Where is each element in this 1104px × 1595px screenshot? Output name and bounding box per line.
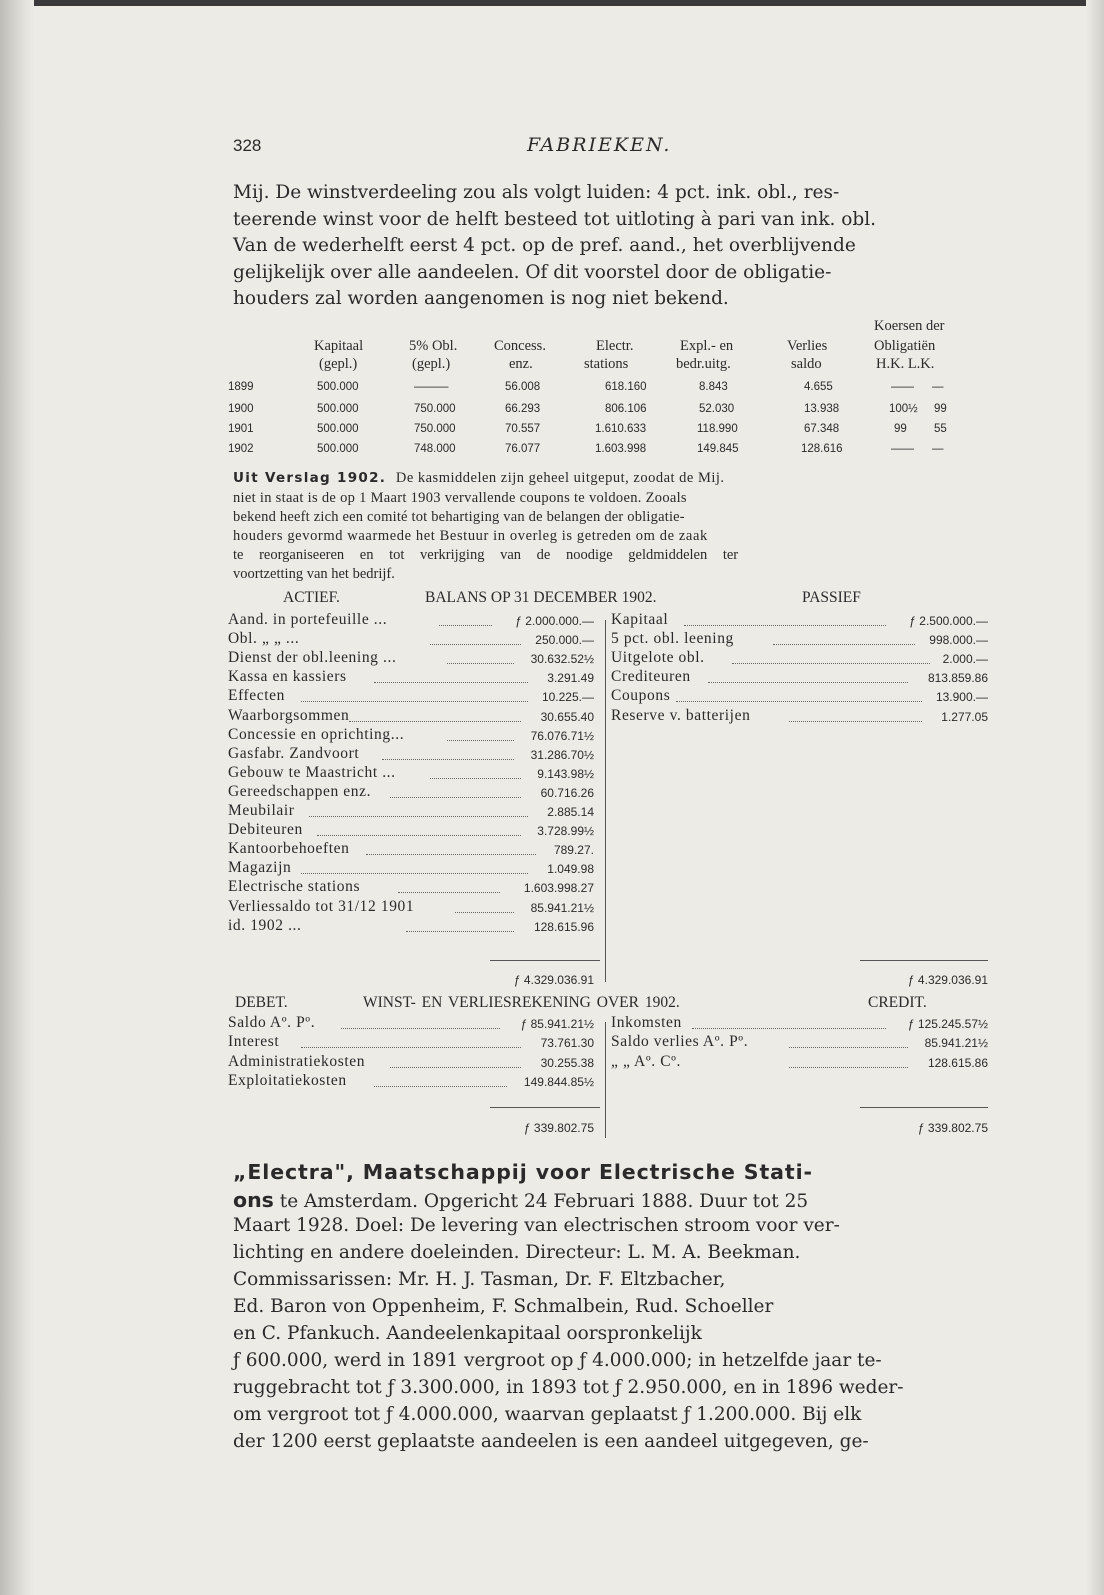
actief-label: Kassa en kassiers [228,668,347,686]
col-header: Concess. [494,338,546,354]
cell: 99 [894,423,907,435]
actief-label: Electrische stations [228,878,361,896]
col-subheader: (gepl.) [412,356,451,372]
leader-dots [398,892,500,893]
electra-line: ƒ 600.000, werd in 1891 vergroot op ƒ 4.000.000; in hetzelfde jaar te- [233,1350,882,1371]
winst-total-left: ƒ 339.802.75 [523,1121,594,1135]
credit-value: 128.615.86 [927,1055,988,1070]
actief-value: 789.27. [553,843,594,858]
row-year: 1901 [228,423,254,435]
actief-value: 3.291.49 [547,671,594,686]
intro-line: Van de wederhelft eerst 4 pct. op de pref. aand., het overblijvende [233,235,856,256]
cell: 99 [934,403,947,415]
passief-value: ƒ 2.500.000.— [909,614,988,628]
credit-label: Inkomsten [611,1014,682,1031]
leader-dots [406,931,514,932]
actief-value: 128.615.96 [533,919,594,934]
winst-title: WINST- EN VERLIESREKENING OVER 1902. [363,994,680,1011]
actief-value: 9.143.98½ [537,766,594,781]
balans-divider [605,620,606,982]
balans-total-right: ƒ 4.329.036.91 [907,973,988,987]
cell: 76.077 [505,443,541,455]
intro-line: teerende winst voor de helft besteed tot uitloting à pari van ink. obl. [233,208,877,230]
passief-label: Coupons [611,687,671,705]
leader-dots [430,778,521,779]
leader-dots [708,682,908,683]
col-subheader: (gepl.) [319,356,358,372]
leader-dots [301,701,529,702]
debet-value: 73.761.30 [540,1036,594,1051]
leader-dots [374,682,529,683]
credit-label: „ „ Aº. Cº. [611,1052,682,1070]
electra-line: om vergroot tot ƒ 4.000.000, waarvan geplaatst ƒ 1.200.000. Bij elk [233,1404,862,1425]
winst-divider [605,1022,606,1138]
cell: —— [891,381,914,393]
cell: 1.603.998 [595,443,647,455]
leader-dots [455,912,514,913]
col-header: Electr. [596,338,634,354]
cell: 128.616 [801,443,843,455]
actief-label: Aand. in portefeuille ... [228,611,388,628]
leader-dots [773,644,915,645]
cell: 500.000 [317,423,359,435]
cell: 149.845 [697,443,739,455]
koersen-header: Koersen der [874,318,945,334]
leader-dots [366,854,536,855]
actief-value: ƒ 2.000.000.— [515,614,594,628]
leader-dots [374,1086,507,1087]
actief-label: Kantoorbehoeften [228,840,350,858]
passief-label: Reserve v. batterijen [611,706,751,724]
intro-line: gelijkelijk over alle aandeelen. Of dit voorstel door de obligatie- [233,261,832,283]
actief-label: Debiteuren [228,821,303,839]
credit-label: Saldo verlies Aº. Pº. [611,1033,749,1051]
intro-line: Mij. De winstverdeeling zou als volgt luiden: 4 pct. ink. obl., res- [233,182,840,203]
leader-dots [382,759,514,760]
leader-dots [301,873,529,874]
page-top-edge [0,0,1104,6]
electra-line: en C. Pfankuch. Aandeelenkapitaal oorspronkelijk [233,1323,702,1344]
col-subheader: bedr.uitg. [676,356,731,372]
actief-value: 10.225.— [541,690,594,705]
col-header: Kapitaal [314,338,364,354]
col-header: Verlies [787,338,828,354]
intro-line: houders zal worden aangenomen is nog niet bekend. [233,288,729,309]
intro-paragraph [233,180,993,313]
leader-dots [317,835,521,836]
actief-label: Effecten [228,687,286,705]
electra-heading: „Electra", Maatschappij voor Electrische Stati- [233,1160,813,1184]
cell: — [932,381,944,393]
cell: 8.843 [699,381,728,393]
leader-dots [447,740,514,741]
cell: 500.000 [317,381,359,393]
total-rule-right [860,960,988,961]
actief-label: Obl. „ „ ... [228,630,300,648]
actief-value: 76.076.71½ [530,728,594,743]
actief-value: 1.049.98 [547,862,594,877]
verslag-line: houders gevormd waarmede het Bestuur in overleg is getreden om de zaak [233,528,708,544]
binding-shadow [0,0,34,1595]
actief-value: 30.655.40 [540,709,594,724]
page-number: 328 [233,136,262,155]
col-header: Obligatiën [874,338,936,354]
cell: 52.030 [699,403,735,415]
passief-value: 2.000.— [942,652,988,667]
leader-dots [390,1067,521,1068]
cell: 70.557 [505,423,541,435]
actief-label: Meubilair [228,802,295,819]
actief-value: 2.885.14 [547,805,594,819]
passief-value: 813.859.86 [927,671,988,686]
cell: 750.000 [414,403,456,415]
debet-value: ƒ 85.941.21½ [520,1017,594,1031]
passief-label: Crediteuren [611,668,691,686]
electra-line: ruggebracht tot ƒ 3.300.000, in 1893 tot ƒ 2.950.000, en in 1896 weder- [233,1377,904,1398]
col-subheader: H.K. L.K. [876,356,935,372]
leader-dots [341,1028,499,1029]
leader-dots [789,721,922,722]
electra-line: Maart 1928. Doel: De levering van electrischen stroom voor ver- [233,1215,840,1236]
col-subheader: saldo [791,356,822,372]
actief-label: Dienst der obl.leening ... [228,649,397,667]
cell: 56.008 [505,381,541,393]
balans-title: BALANS OP 31 DECEMBER 1902. [425,589,657,606]
cell: 1.610.633 [595,423,647,435]
credit-value: 85.941.21½ [924,1036,988,1051]
leader-dots [684,625,887,626]
cell: 118.990 [697,423,738,435]
actief-value: 250.000.— [535,633,594,648]
debet-value: 30.255.38 [540,1055,594,1070]
debet-label: Exploitatiekosten [228,1071,347,1089]
verslag-line: De kasmiddelen zijn geheel uitgeput, zoodat de Mij. [395,470,725,486]
electra-line: lichting en andere doeleinden. Directeur: L. M. A. Beekman. [233,1242,801,1263]
passief-value: 13.900.— [935,690,988,705]
actief-value: 85.941.21½ [530,900,594,915]
cell: 748.000 [414,443,456,455]
page-right-shadow [1086,0,1104,1595]
electra-line: Commissarissen: Mr. H. J. Tasman, Dr. F. Eltzbacher, [233,1269,726,1290]
debet-label: Interest [228,1033,280,1051]
cell: 66.293 [505,403,541,415]
actief-value: 3.728.99½ [537,824,594,839]
leader-dots [309,816,529,817]
winst-rule-right [860,1107,988,1108]
cell: 750.000 [414,423,456,435]
cell: 618.160 [605,381,647,393]
cell: 13.938 [804,403,840,415]
row-year: 1900 [228,403,254,415]
actief-label: Magazijn [228,859,292,877]
cell: 100½ [889,403,918,415]
actief-value: 1.603.998.27 [523,881,594,896]
verslag-line: te reorganiseeren en tot verkrijging van de noodige geldmiddelen ter [233,547,739,563]
col-header: 5% Obl. [409,338,458,354]
actief-label: Gereedschappen enz. [228,782,372,800]
debet-label: Administratiekosten [228,1052,366,1070]
actief-label: Verliessaldo tot 31/12 1901 [228,897,415,915]
electra-line: te Amsterdam. Opgericht 24 Februari 1888. Duur tot 25 [273,1191,809,1212]
leader-dots [789,1047,908,1048]
passief-title: PASSIEF [802,589,861,606]
actief-title: ACTIEF. [283,589,340,606]
row-year: 1899 [228,381,254,393]
cell: 67.348 [804,423,840,435]
winst-rule-left [490,1107,600,1108]
verslag-lead: Uit Verslag 1902. [233,470,387,486]
passief-label: 5 pct. obl. leening [611,630,734,648]
leader-dots [676,701,923,702]
verslag-line: niet in staat is de op 1 Maart 1903 vervallende coupons te voldoen. Zooals [233,490,687,506]
leader-dots [349,721,521,722]
cell: — [932,443,944,455]
cell: 4.655 [804,381,833,393]
passief-value: 1.277.05 [941,709,988,724]
actief-label: Gasfabr. Zandvoort [228,744,360,762]
debet-title: DEBET. [235,994,288,1011]
actief-value: 60.716.26 [540,785,594,800]
electra-line: Ed. Baron von Oppenheim, F. Schmalbein, Rud. Schoeller [233,1296,774,1317]
actief-value: 30.632.52½ [530,652,594,667]
col-subheader: enz. [509,356,533,372]
leader-dots [447,663,514,664]
balans-total-left: ƒ 4.329.036.91 [513,973,594,987]
cell: —— [891,443,914,455]
passief-label: Uitgelote obl. [611,649,705,667]
leader-dots [692,1028,887,1029]
electra-heading-cont: ons [233,1188,274,1212]
passief-value: 998.000.— [929,633,988,648]
debet-value: 149.844.85½ [523,1074,594,1089]
col-header: Expl.- en [680,338,734,354]
total-rule-left [490,960,600,961]
credit-value: ƒ 125.245.57½ [907,1017,988,1031]
leader-dots [390,797,521,798]
col-subheader: stations [584,356,629,372]
leader-dots [789,1067,908,1068]
verslag-line: bekend heeft zich een comité tot behartiging van de belangen der obligatie- [233,509,685,525]
running-title: FABRIEKEN. [527,134,672,156]
actief-label: Gebouw te Maastricht ... [228,763,396,781]
cell: 500.000 [317,443,359,455]
actief-label: Concessie en oprichting... [228,725,405,743]
electra-line: der 1200 eerst geplaatste aandeelen is een aandeel uitgegeven, ge- [233,1431,869,1452]
leader-dots [732,663,929,664]
debet-label: Saldo Aº. Pº. [228,1014,316,1031]
passief-label: Kapitaal [611,611,669,628]
row-year: 1902 [228,443,254,455]
cell: 806.106 [605,403,647,415]
actief-label: id. 1902 ... [228,916,302,934]
actief-value: 31.286.70½ [530,747,594,762]
verslag-line: voortzetting van het bedrijf. [233,566,395,582]
cell: 500.000 [317,403,359,415]
actief-label: Waarborgsommen [228,706,350,724]
winst-total-right: ƒ 339.802.75 [917,1121,988,1135]
leader-dots [439,625,493,626]
cell: 55 [934,423,947,435]
credit-title: CREDIT. [868,994,927,1011]
leader-dots [430,644,521,645]
leader-dots [301,1047,521,1048]
cell: ——— [414,381,449,393]
